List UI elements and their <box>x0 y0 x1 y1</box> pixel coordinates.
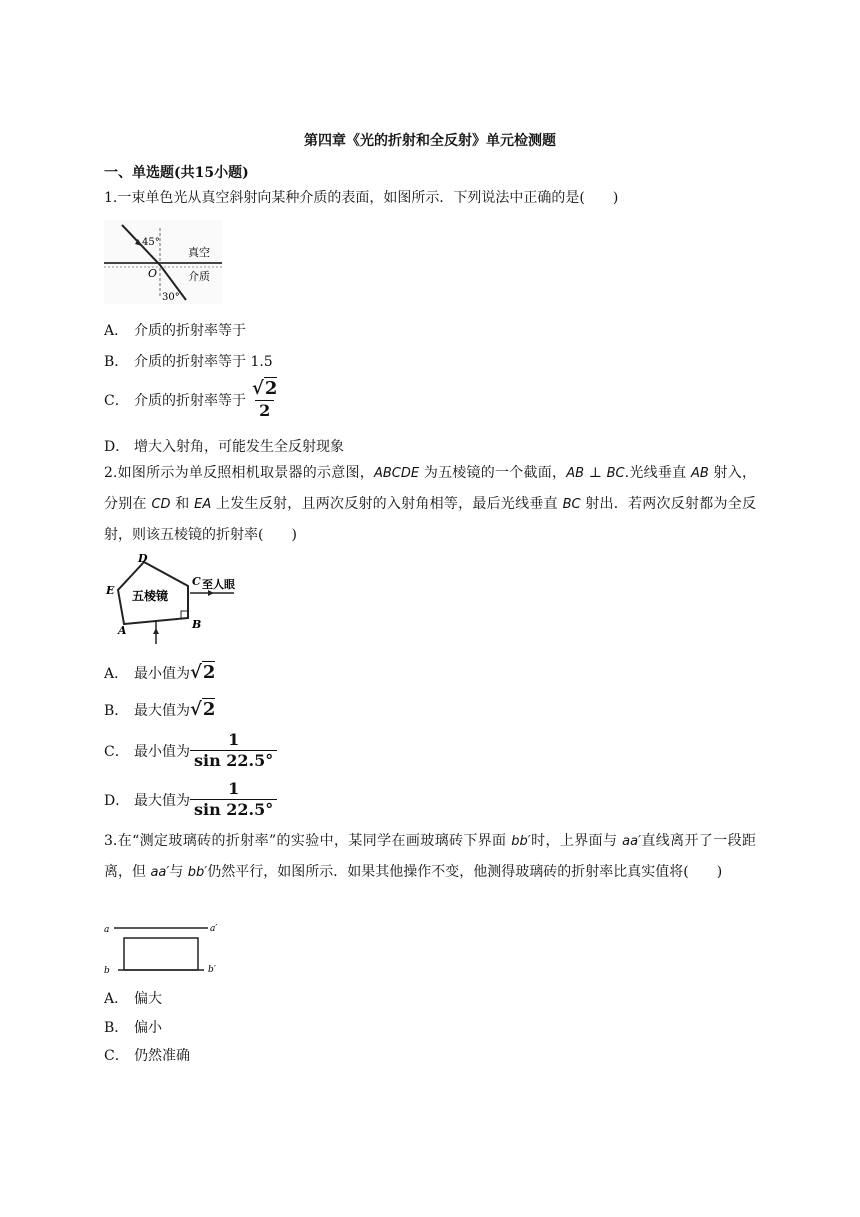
q2-label-eye: 至人眼 <box>202 578 235 591</box>
q3-option-b[interactable] <box>104 1017 162 1037</box>
option-text: 偏小 <box>134 1020 162 1036</box>
q3-aa: aa′ <box>150 865 170 880</box>
q3-bb: bb′ <box>511 834 531 849</box>
q2-label-b: B <box>192 618 202 631</box>
radicand: 2 <box>202 662 216 683</box>
q2-text: 射入，分别在 <box>104 465 757 512</box>
q1-point-o: O <box>148 267 158 280</box>
denominator: sin 22.5° <box>190 799 277 818</box>
q3-glass-brick-figure <box>104 918 222 976</box>
q2-ab: AB <box>566 466 585 481</box>
option-text: 最大值为 <box>134 702 190 719</box>
q1-option-a[interactable] <box>104 320 246 340</box>
q3-aa: aa′ <box>622 834 642 849</box>
q2-label-d: D <box>138 552 148 565</box>
numerator: 1 <box>228 730 240 749</box>
denominator: sin 22.5° <box>190 750 277 769</box>
numerator: 1 <box>228 779 240 798</box>
q3-label-b: b <box>104 966 110 976</box>
option-label: C． <box>104 743 129 760</box>
q1-option-c[interactable] <box>104 380 283 419</box>
q2-ab: AB <box>691 466 709 481</box>
option-label: A． <box>104 991 129 1007</box>
q2-option-a[interactable] <box>104 662 215 683</box>
option-text: 最大值为 <box>134 792 190 809</box>
option-text: 增大入射角，可能发生全反射现象 <box>134 439 344 455</box>
q3-text: 直线离开了一段距离，但 <box>104 833 756 880</box>
q1-option-b[interactable] <box>104 351 273 371</box>
q1-label-vacuum: 真空 <box>188 246 210 259</box>
q3-text: 3.在“测定玻璃砖的折射率”的实验中，某同学在画玻璃砖下界面 <box>104 833 512 849</box>
q2-bc: BC <box>606 466 625 481</box>
option-label: C． <box>104 1048 129 1064</box>
q2-label-c: C <box>192 575 201 588</box>
radicand: 2 <box>264 378 278 399</box>
q2-ea: EA <box>194 497 212 512</box>
q3-text: 时，上界面与 <box>530 833 623 849</box>
option-label: B． <box>104 702 129 719</box>
q2-text: 和 <box>170 496 195 512</box>
q2-option-c[interactable] <box>104 732 277 769</box>
q3-option-c[interactable] <box>104 1045 190 1065</box>
q3-text: 与 <box>169 864 188 880</box>
q2-option-b[interactable] <box>104 699 215 720</box>
q2-text: 上发生反射，且两次反射的入射角相等，最后光线垂直 <box>211 496 563 512</box>
q2-label-prism: 五棱镜 <box>132 589 169 603</box>
q2-pentaprism-figure <box>104 552 244 650</box>
page-title: 第四章《光的折射和全反射》单元检测题 <box>304 133 556 149</box>
option-label: D． <box>104 439 130 455</box>
q1-angle-top: 45° <box>142 237 160 248</box>
q3-text: 仍然平行，如图所示．如果其他操作不变，他测得玻璃砖的折射率比真实值将( ) <box>207 864 723 880</box>
option-label: A． <box>104 665 129 682</box>
q2-stem <box>104 458 756 551</box>
q2-cd: CD <box>151 497 171 512</box>
option-text: 仍然准确 <box>134 1048 190 1064</box>
sqrt2-over-2-fraction: $\frac{√2}{2}$ <box>252 378 278 420</box>
sqrt2: √2 <box>190 662 216 683</box>
option-label: B． <box>104 354 129 370</box>
option-text: 偏大 <box>134 991 162 1007</box>
q2-text: 2.如图所示为单反照相机取景器的示意图， <box>104 465 374 481</box>
q1-option-d[interactable] <box>104 436 344 456</box>
q3-option-a[interactable] <box>104 988 162 1008</box>
denominator: 2 <box>255 400 274 419</box>
option-label: D． <box>104 792 130 809</box>
q2-perp: ⊥ <box>584 465 607 481</box>
q2-option-d[interactable] <box>104 781 277 818</box>
option-label: A． <box>104 323 129 339</box>
q2-text: 射出．若两次反射都为全反射，则该五棱镜的折射率( ) <box>104 496 756 543</box>
option-label: C． <box>104 392 129 409</box>
option-text: 最小值为 <box>134 743 190 760</box>
q2-text: .光线垂直 <box>624 465 692 481</box>
q1-angle-bottom: 30° <box>162 292 180 303</box>
q3-label-b-prime: b′ <box>208 965 216 975</box>
q3-bb: bb′ <box>187 865 208 880</box>
option-text: 介质的折射率等于 1.5 <box>134 354 273 370</box>
q1-label-medium: 介质 <box>188 270 210 283</box>
q2-bc: BC <box>562 497 581 512</box>
option-text: 最小值为 <box>134 665 190 682</box>
option-text: 介质的折射率等于 <box>134 392 246 409</box>
sqrt2: √2 <box>190 699 216 720</box>
q2-abcde: ABCDE <box>374 466 420 481</box>
q2-label-a: A <box>118 624 127 637</box>
radicand: 2 <box>202 699 216 720</box>
q3-stem <box>104 826 756 888</box>
section-heading: 一、单选题(共15小题) <box>104 165 249 181</box>
one-over-sin-fraction <box>190 781 277 818</box>
option-text: 介质的折射率等于 <box>134 323 246 339</box>
q2-label-e: E <box>106 584 115 597</box>
q3-label-a-prime: a′ <box>210 924 218 934</box>
q2-text: 为五棱镜的一个截面， <box>419 465 567 481</box>
q3-label-a: a <box>104 925 110 935</box>
q1-refraction-figure <box>104 220 222 304</box>
q1-stem: 1.一束单色光从真空斜射向某种介质的表面，如图所示．下列说法中正确的是( ) <box>104 190 619 206</box>
option-label: B． <box>104 1020 129 1036</box>
one-over-sin-fraction <box>190 732 277 769</box>
